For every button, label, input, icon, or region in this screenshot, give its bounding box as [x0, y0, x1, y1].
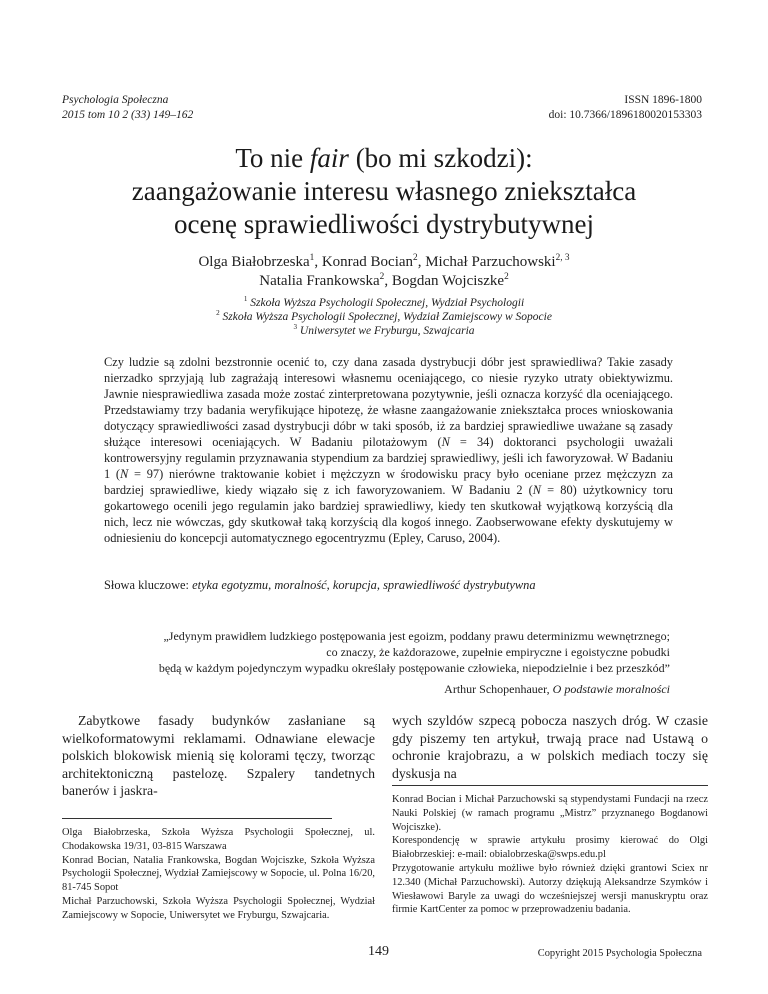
affiliation-2-number: 2: [216, 309, 220, 318]
author-5: , Bogdan Wojciszke: [384, 273, 505, 289]
title-line-1: [60, 142, 708, 175]
title-line-1-pre: To nie: [235, 143, 310, 173]
author-4: Natalia Frankowska: [259, 273, 380, 289]
title-line-1-post: (bo mi szkodzi):: [348, 143, 533, 173]
footnote-divider-left: [62, 818, 332, 819]
author-3-affil: 2, 3: [555, 253, 570, 263]
article-title: [60, 142, 708, 241]
journal-name: Psychologia Społeczna: [62, 94, 169, 106]
author-5-affil: 2: [504, 272, 509, 282]
abstract-part-2: ) doktoranci psychologii uważali kontrowersyjny regulamin przyznawania stypendium za bardziej sprawiedliwy, jeśli ich faworyzował. W Badaniu 1 (: [104, 435, 674, 481]
affiliation-1: [60, 296, 708, 310]
title-line-3: ocenę sprawiedliwości dystrybutywnej: [174, 209, 594, 239]
abstract-n-label-2: N: [120, 467, 129, 481]
author-list: [60, 253, 708, 291]
abstract-part-1: Czy ludzie są zdolni bezstronnie ocenić to, czy dana zasada dystrybucji dóbr jest sprawiedliwa? Takie zasady nierzadko sprzyjają lub zagrażają interesowi własnemu oceniającego, co niesie ryzyko utraty obiektywizmu. Jawnie niesprawiedliwa zasada może zostać zinterpretowana pozytywnie, jeśli oznacza korzyść dla oceniającego. Przedstawiamy trzy badania weryfikujące hipotezę, że własne zaangażowanie zniekształca proces wnioskowania dotyczący sprawiedliwości zasad dystrybucji dóbr w taki sposób, iż za bardziej sprawiedliwe uważane są zasady służące interesowi oceniających. W Badaniu pilotażowym (: [104, 355, 673, 449]
epigraph-line-3: będą w każdym pojedynczym wypadku określały postępowanie człowieka, niepodzielnie i bez przeszkód”: [158, 661, 670, 675]
affiliation-2: [60, 310, 708, 324]
page-number: 149: [368, 944, 389, 959]
epigraph-author: Arthur Schopenhauer,: [444, 682, 553, 696]
affiliation-1-number: 1: [243, 295, 248, 304]
abstract-n-value-2: = 97: [128, 467, 160, 481]
footnote-correspondence: Korespondencję w sprawie artykułu prosimy kierować do Olgi Białobrzeskiej: e-mail: obialobrzeska@swps.edu.pl: [392, 835, 708, 861]
affiliation-1-text: Szkoła Wyższa Psychologii Społecznej, Wydział Psychologii: [247, 297, 525, 309]
keywords: [104, 577, 704, 593]
abstract-part-3: ) nierówne traktowanie kobiet i mężczyzn w środowisku pracy było oceniane przez mężczyzn za bardziej sprawiedliwe, kiedy wiązało się z ich faworyzowaniem. W Badaniu 2 (: [104, 467, 674, 497]
issn: ISSN 1896-1800: [624, 94, 702, 106]
epigraph-line-2: co znaczy, że każdorazowe, zupełnie empiryczne i egoistyczne pobudki: [326, 645, 670, 659]
epigraph: [100, 628, 670, 697]
affiliation-3-text: Uniwersytet we Fryburgu, Szwajcaria: [297, 325, 475, 337]
affiliation-2-text: Szkoła Wyższa Psychologii Społecznej, Wydział Zamiejscowy w Sopocie: [219, 311, 552, 323]
footnotes-right: [392, 793, 708, 917]
affiliations: [60, 296, 708, 338]
title-line-2: zaangażowanie interesu własnego zniekształca: [131, 176, 637, 206]
affiliation-3: [60, 324, 708, 338]
authors-line-2: [60, 272, 708, 291]
affiliation-3-number: 3: [293, 323, 298, 332]
author-2-affil: 2: [413, 253, 418, 263]
body-column-right: [392, 712, 708, 782]
epigraph-line-1: „Jedynym prawidłem ludzkiego postępowania jest egoizm, poddany prawu determinizmu wewnętrznego;: [163, 629, 670, 643]
footnote-address-3: Michał Parzuchowski, Szkoła Wyższa Psychologii Społecznej, Wydział Zamiejscowy w Sopocie, Uniwersytet we Fryburgu, Szwajcaria.: [62, 895, 375, 921]
footnotes-left: [62, 826, 375, 923]
footnote-divider-right: [392, 785, 708, 786]
author-1: Olga Białobrzeska: [198, 254, 310, 270]
author-2: , Konrad Bocian: [314, 254, 414, 270]
body-column-left: [62, 712, 375, 800]
authors-line-1: [60, 253, 708, 272]
abstract-part-4: ) użytkownicy toru gokartowego ocenili jego regulamin jako bardziej sprawiedliwy, kiedy ten skutkował wyjątkową korzyścią dla nich, lecz nie wówczas, gdy skutkował taką korzyścią dla kogoś innego. Zaobserwowane efekty dyskutujemy w odniesieniu do koncepcji automatycznego egocentryzmu (Epley, Caruso, 2004).: [104, 483, 673, 545]
epigraph-work: O podstawie moralności: [552, 682, 670, 696]
keywords-label: Słowa kluczowe:: [104, 578, 193, 592]
keywords-list: etyka egotyzmu, moralność, korupcja, sprawiedliwość dystrybutywna: [192, 578, 536, 592]
body-paragraph-right: wych szyldów szpecą pobocza naszych dróg. W czasie gdy piszemy ten artykuł, trwają prace nad Ustawą o ochronie krajobrazu, a w polskich mediach toczy się dyskusja na: [392, 713, 708, 781]
doi: doi: 10.7366/1896180020153303: [548, 109, 702, 121]
journal-header-right: [549, 93, 702, 123]
abstract-n-label-1: N: [441, 435, 450, 449]
footnote-funding: Konrad Bocian i Michał Parzuchowski są stypendystami Fundacji na rzecz Nauki Polskiej (w ramach programu „Mistrz” przyznanego Bogdanowi Wojciszke).: [392, 794, 708, 833]
footnote-acknowledgements: Przygotowanie artykułu możliwe było również dzięki grantowi Sciex nr 12.340 (Michał Parzuchowski). Autorzy dziękują Aleksandrze Szymków i Wiesławowi Baryle za uwagi do wcześniejszej wersji manuskryptu oraz firmie KartCenter za pomoc w przeprowadzeniu badania.: [392, 862, 708, 916]
abstract-n-value-1: = 34: [449, 435, 490, 449]
epigraph-source: [100, 681, 670, 697]
title-line-1-italic: fair: [309, 143, 349, 173]
copyright: Copyright 2015 Psychologia Społeczna: [537, 948, 702, 959]
author-4-affil: 2: [379, 272, 385, 282]
author-1-affil: 1: [309, 253, 315, 263]
footnote-address-1: Olga Białobrzeska, Szkoła Wyższa Psychologii Społecznej, ul. Chodakowska 19/31, 03-815 Warszawa: [62, 827, 375, 852]
abstract: [104, 354, 673, 546]
body-paragraph-left: Zabytkowe fasady budynków zasłaniane są wielkoformatowymi reklamami. Odnawiane elewacje polskich blokowisk mienią się kolorami tęczy, tworząc architektoniczną pastelozę. Szpalery tandetnych banerów i jaskra-: [62, 713, 375, 798]
journal-header-left: [62, 93, 193, 123]
journal-volume: 2015 tom 10 2 (33) 149–162: [62, 109, 194, 121]
author-3: , Michał Parzuchowski: [417, 254, 556, 270]
abstract-n-label-3: N: [532, 483, 542, 497]
footnote-address-2: Konrad Bocian, Natalia Frankowska, Bogdan Wojciszke, Szkoła Wyższa Psychologii Społecznej, Wydział Zamiejscowy w Sopocie, ul. Polna 16/20, 81-745 Sopot: [62, 854, 375, 894]
abstract-n-value-3: = 80: [541, 483, 573, 497]
